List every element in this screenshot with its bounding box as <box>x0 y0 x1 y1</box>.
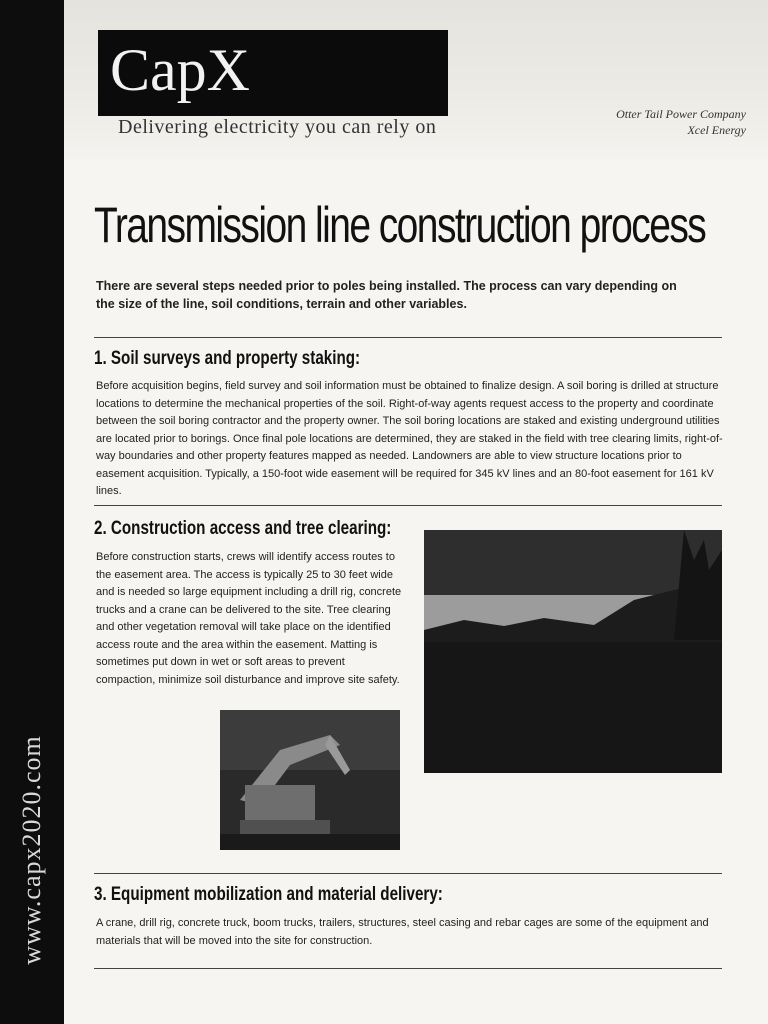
page-title: Transmission line construction process <box>94 197 706 253</box>
tagline: Delivering electricity you can rely on <box>118 116 437 138</box>
intro-paragraph: There are several steps needed prior to poles being installed. The process can vary depending on the size of the line, soil conditions, terrain and other variables. <box>96 279 677 311</box>
divider <box>94 505 722 506</box>
logo-text: CapX <box>110 37 250 103</box>
partner-companies <box>616 106 746 138</box>
section-3-body: A crane, drill rig, concrete truck, boom trucks, trailers, structures, steel casing and rebar cages are some of the equipment and materials that will be moved into the site for construction. <box>96 917 709 947</box>
section-2-heading: 2. Construction access and tree clearing: <box>94 518 392 539</box>
website-url: www.capx2020.com <box>17 735 46 965</box>
field-photo <box>424 530 722 773</box>
company-xcel: Xcel Energy <box>687 123 746 137</box>
sidebar <box>0 0 64 1024</box>
divider <box>94 873 722 874</box>
excavator-photo <box>220 710 400 850</box>
section-2-body: Before construction starts, crews will identify access routes to the easement area. The access is typically 25 to 30 feet wide and is needed so large equipment including a drill rig, concrete trucks and a crane can be delivered to the site. Tree clearing and other vegetation removal will take place on the identified access route and the area within the easement. Matting is sometimes put down in wet or soft areas to prevent compaction, minimize soil disturbance and improve site safety. <box>96 551 402 686</box>
capx-logo <box>98 30 448 116</box>
divider <box>94 968 722 969</box>
divider <box>94 337 722 338</box>
section-1-heading: 1. Soil surveys and property staking: <box>94 348 361 369</box>
company-otter-tail: Otter Tail Power Company <box>616 107 746 121</box>
section-1-body: Before acquisition begins, field survey and soil information must be obtained to finalize design. A soil boring is drilled at structure locations to determine the mechanical properties of the soil. Right-of-way agents request access to the property and coordinate between the soil boring contractor and the property owner. The soil boring locations are staked and existing underground utilities are located prior to borings. Once final pole locations are determined, they are staked in the field with tree clearing limits, right-of-way boundaries and other property features mapped as needed. Landowners are able to view structure locations prior to easement acquisition. Typically, a 150-foot wide easement will be required for 345 kV lines and an 80-foot easement for 161 kV lines. <box>96 380 723 497</box>
section-3-heading: 3. Equipment mobilization and material delivery: <box>94 884 443 905</box>
